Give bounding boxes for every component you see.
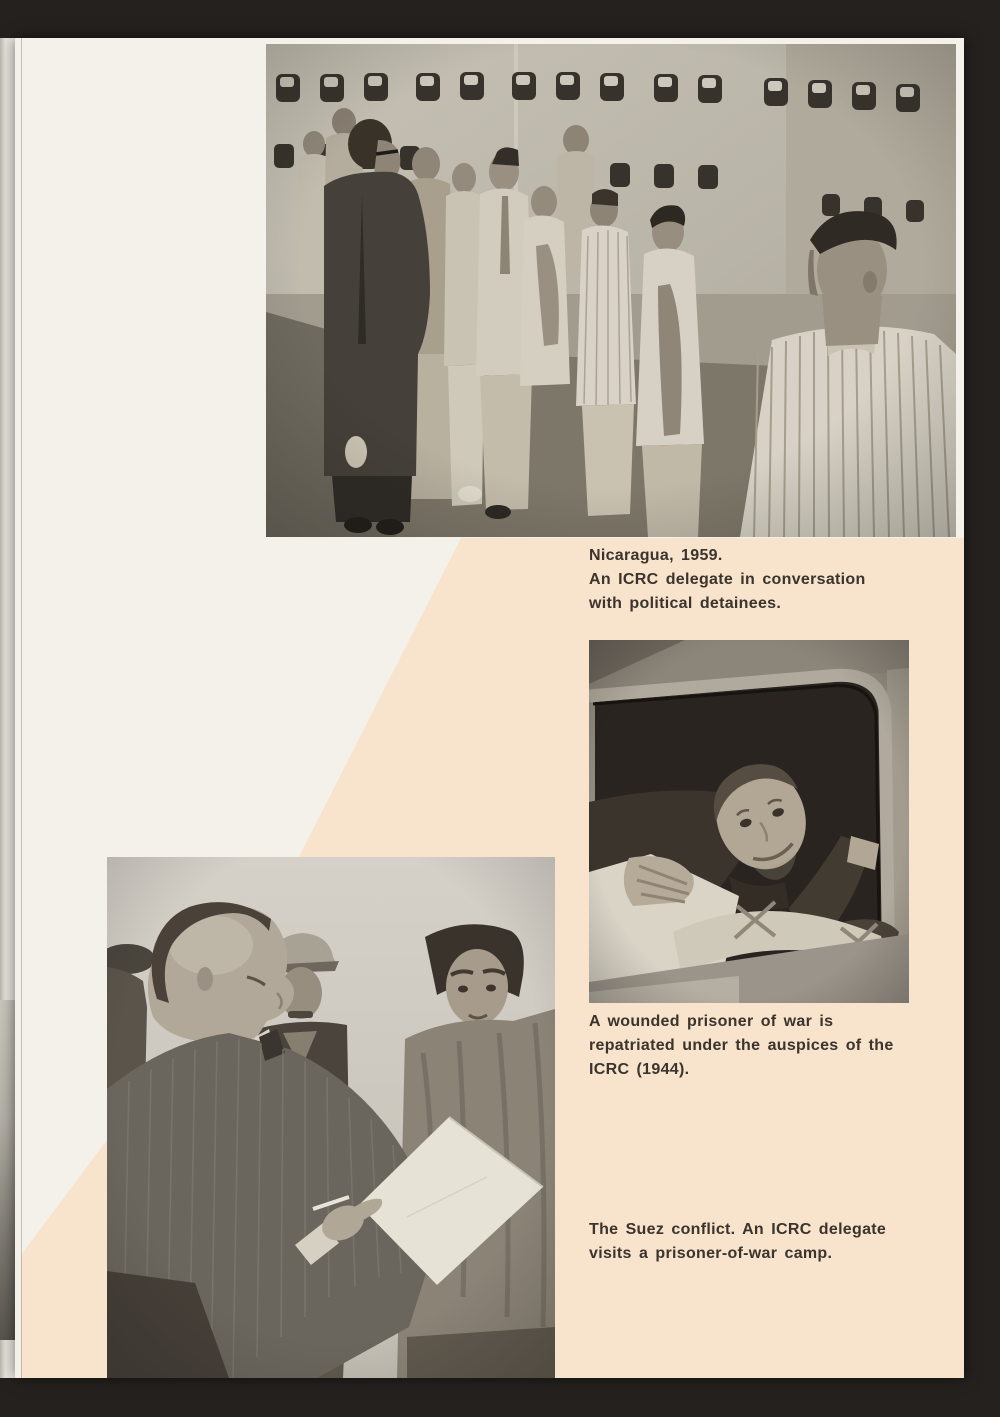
photo-vignette (107, 857, 555, 1378)
photo-nicaragua-detainees (266, 44, 956, 537)
caption-line: repatriated under the auspices of the (589, 1037, 894, 1054)
caption-line: with political detainees. (589, 595, 782, 612)
caption-line: A wounded prisoner of war is (589, 1013, 834, 1030)
photo-vignette (266, 44, 956, 537)
caption-suez (589, 1218, 937, 1266)
page-crease-line (21, 38, 22, 1378)
photo-vignette (589, 640, 909, 1003)
caption-line: ICRC (1944). (589, 1061, 690, 1078)
photo-wounded-prisoner (589, 640, 909, 1003)
caption-nicaragua (589, 544, 937, 616)
page (15, 38, 964, 1378)
caption-line: An ICRC delegate in conversation (589, 571, 866, 588)
caption-line: Nicaragua, 1959. (589, 547, 723, 564)
underlying-page-photo-edge (0, 1000, 15, 1340)
photo-nicaragua-illustration (266, 44, 956, 537)
caption-line: The Suez conflict. An ICRC delegate (589, 1221, 887, 1238)
photo-suez-illustration (107, 857, 555, 1378)
caption-repatriation (589, 1010, 937, 1082)
photo-wounded-prisoner-illustration (589, 640, 909, 1003)
photo-suez-delegate (107, 857, 555, 1378)
caption-line: visits a prisoner-of-war camp. (589, 1245, 833, 1262)
